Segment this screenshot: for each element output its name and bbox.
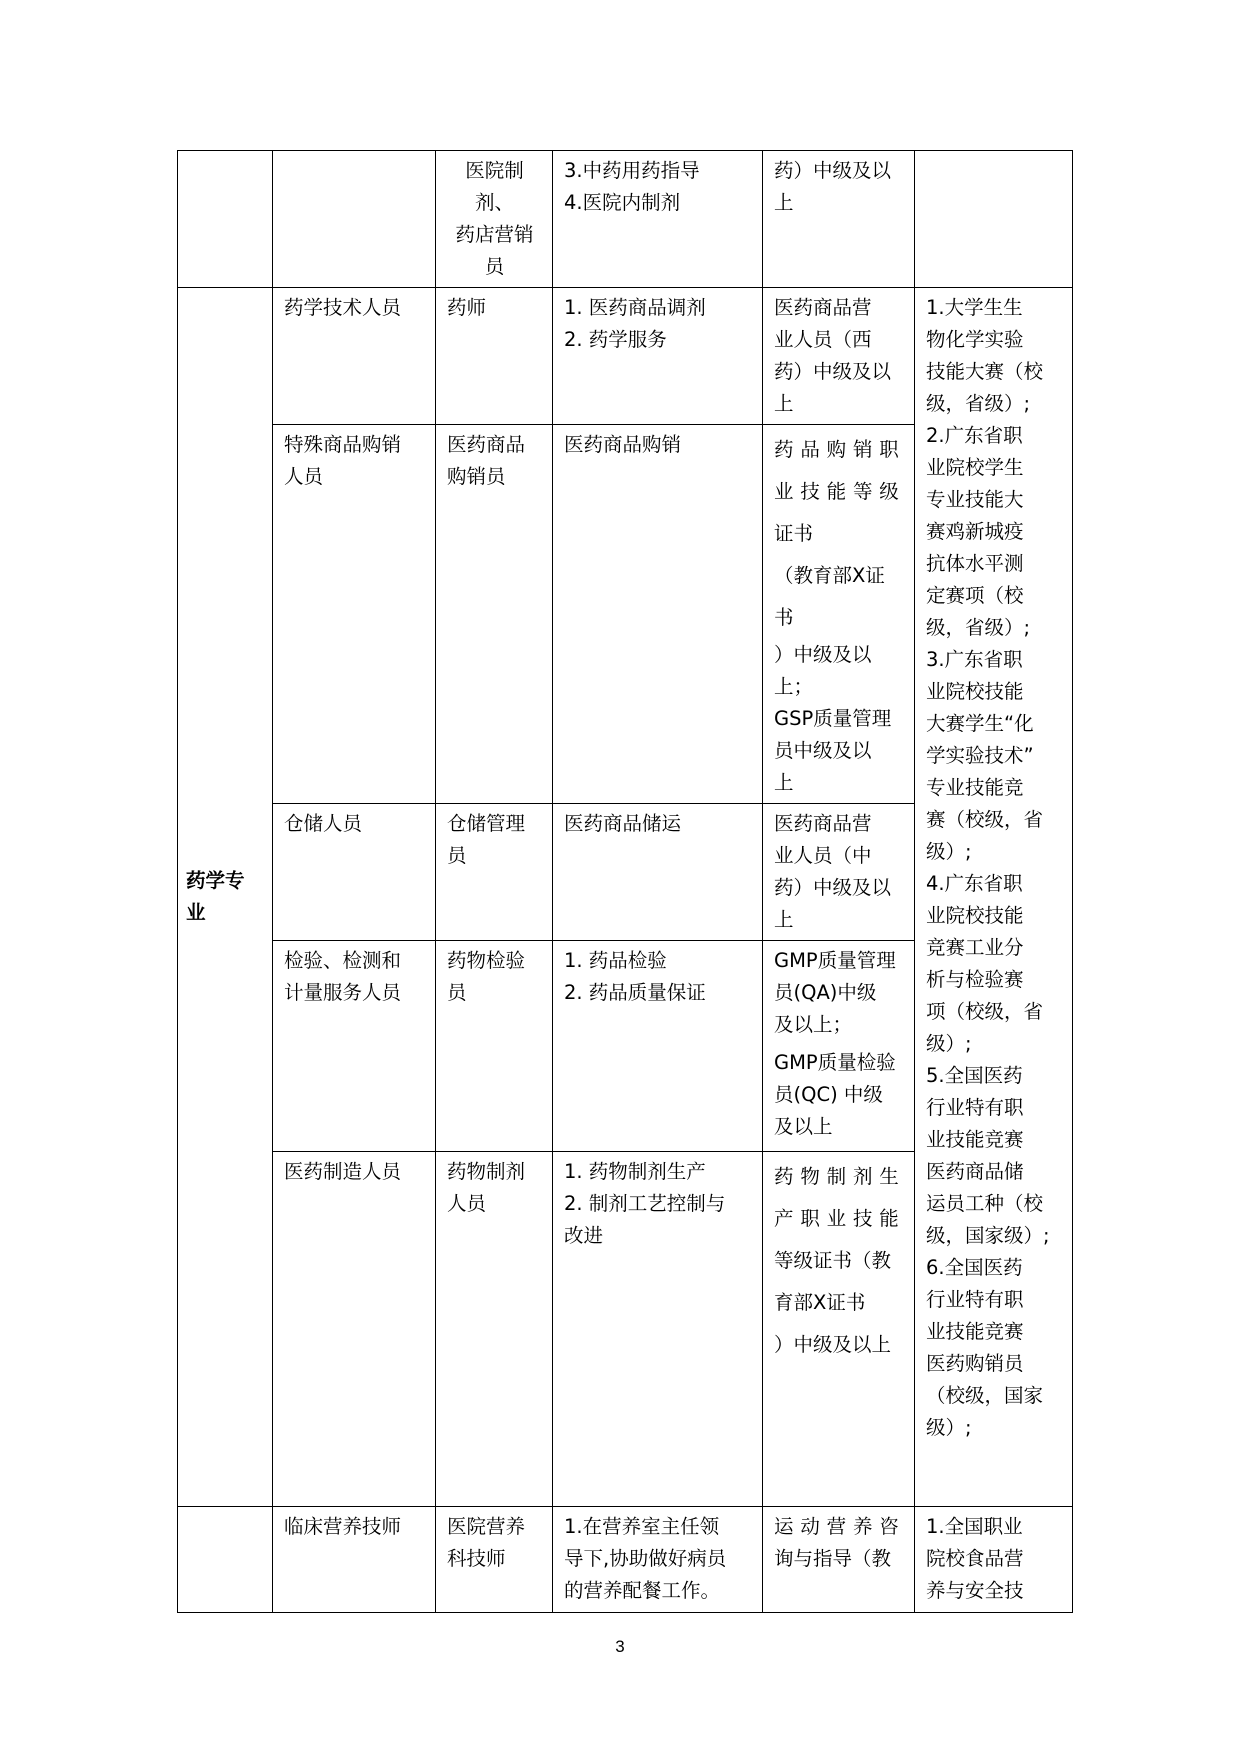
position-cell: 药师 <box>436 288 553 425</box>
occupation-cell <box>273 151 436 288</box>
competition-cell: 1.全国职业 院校食品营 养与安全技 <box>915 1507 1073 1613</box>
certificate-cell: 药）中级及以 上 <box>763 151 915 288</box>
position-cell: 药物检验 员 <box>436 941 553 1152</box>
occupation-cell: 仓储人员 <box>273 804 436 941</box>
tasks-cell: 医药商品储运 <box>553 804 763 941</box>
major-cell <box>178 1507 273 1613</box>
occupation-cell: 医药制造人员 <box>273 1152 436 1507</box>
certificate-cell: GMP质量管理 员(QA)中级 及以上； GMP质量检验 员(QC) 中级 及以上 <box>763 941 915 1152</box>
position-cell: 医药商品 购销员 <box>436 425 553 804</box>
position-cell: 药物制剂 人员 <box>436 1152 553 1507</box>
competition-cell: 1.大学生生 物化学实验 技能大赛（校 级，省级）; 2.广东省职 业院校学生 专业技能大 赛鸡新城疫 抗体水平测 定赛项（校 级，省级）; 3.广东省职 业院校技能 大赛学生“化 学实验技术” 专业技能竞 赛（校级，省 级）; 4.广东省职 业院校技能 竞赛工业分 析与检验赛 项（校级，省 级）; 5.全国医药 行业特有职 业技能竞赛 医药商品储 运员工种（校 级，国家级）; 6.全国医药 行业特有职 业技能竞赛 医药购销员 （校级，国家 级）; <box>915 288 1073 1507</box>
position-cell: 医院营养 科技师 <box>436 1507 553 1613</box>
tasks-cell: 1.在营养室主任领 导下,协助做好病员 的营养配餐工作。 <box>553 1507 763 1613</box>
certificate-cell: 药物制剂生 产职业技能 等级证书（教 育部X证书 ）中级及以上 <box>763 1152 915 1507</box>
table-row <box>178 288 1073 425</box>
certificate-cell: 医药商品营 业人员（中 药）中级及以 上 <box>763 804 915 941</box>
certificate-cell: 药品购销职 业技能等级 证书 （教育部X证 书 ）中级及以 上； GSP质量管理 员中级及以 上 <box>763 425 915 804</box>
position-cell: 医院制 剂、 药店营销 员 <box>436 151 553 288</box>
tasks-cell: 3.中药用药指导 4.医院内制剂 <box>553 151 763 288</box>
position-cell: 仓储管理 员 <box>436 804 553 941</box>
tasks-cell: 1. 药物制剂生产 2. 制剂工艺控制与 改进 <box>553 1152 763 1507</box>
table-row <box>178 151 1073 288</box>
tasks-cell: 1. 药品检验 2. 药品质量保证 <box>553 941 763 1152</box>
occupation-cell: 检验、检测和 计量服务人员 <box>273 941 436 1152</box>
occupation-cell: 临床营养技师 <box>273 1507 436 1613</box>
major-cell: 药学专 业 <box>178 288 273 1507</box>
occupation-cell: 药学技术人员 <box>273 288 436 425</box>
competition-cell <box>915 151 1073 288</box>
occupation-cell: 特殊商品购销 人员 <box>273 425 436 804</box>
certificate-cell: 运动营养咨 询与指导（教 <box>763 1507 915 1613</box>
tasks-cell: 医药商品购销 <box>553 425 763 804</box>
tasks-cell: 1. 医药商品调剂 2. 药学服务 <box>553 288 763 425</box>
occupation-table <box>177 150 1073 1613</box>
table-row <box>178 1507 1073 1613</box>
page-number: 3 <box>615 1637 625 1656</box>
certificate-cell: 医药商品营 业人员（西 药）中级及以 上 <box>763 288 915 425</box>
major-cell <box>178 151 273 288</box>
